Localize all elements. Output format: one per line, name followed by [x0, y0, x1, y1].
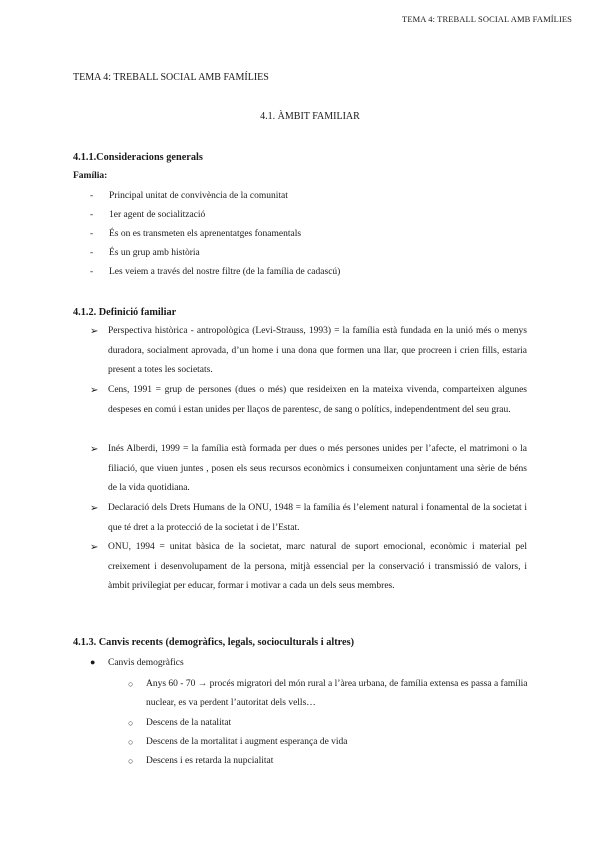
arrow-bullet-icon: ➢: [90, 503, 99, 514]
dash-bullet: -: [90, 191, 94, 201]
list-item: [90, 267, 340, 277]
circle-bullet-icon: ○: [128, 737, 134, 747]
definition-item: [90, 440, 527, 499]
dash-bullet: -: [90, 229, 94, 239]
heading-4-1-2: 4.1.2. Definició familiar: [73, 307, 177, 318]
definition-text: Declaració dels Drets Humans de la ONU, 1948 = la família és l’element natural i fonamental de la societat i que té dret a la protecció de la societat i de l’Estat.: [108, 503, 527, 533]
sub-list-text: Anys 60 - 70 → procés migratori del món rural a l’àrea urbana, de família extensa es passa a família nuclear, es va perdent l’autoritat dels vells…: [146, 679, 528, 708]
list-item: [90, 248, 200, 258]
arrow-bullet-icon: ➢: [90, 385, 99, 396]
sub-list-text: Descens de la mortalitat i augment esperança de vida: [146, 737, 348, 747]
circle-bullet-icon: ○: [128, 679, 134, 689]
list-item-text: Les veiem a través del nostre filtre (de la família de cadascú): [109, 267, 341, 277]
section-title: 4.1. ÀMBIT FAMILIAR: [260, 111, 360, 122]
definition-item: [90, 538, 527, 597]
dash-bullet: -: [90, 210, 94, 220]
familia-label: Família:: [73, 171, 108, 181]
dash-bullet: -: [90, 267, 94, 277]
sub-list-text: Descens i es retarda la nupcialitat: [146, 756, 274, 766]
sub-list-item: [128, 733, 528, 752]
sub-list-item: [128, 752, 528, 771]
heading-4-1-1: 4.1.1.Consideracions generals: [73, 152, 203, 163]
arrow-bullet-icon: ➢: [90, 542, 99, 553]
circle-bullet-icon: ○: [128, 756, 134, 766]
definition-item: [90, 322, 527, 381]
bullet-icon: ●: [90, 657, 96, 667]
list-item-text: 1er agent de socialització: [109, 210, 206, 220]
definition-item: [90, 499, 527, 538]
heading-4-1-3: 4.1.3. Canvis recents (demogràfics, legals, socioculturals i altres): [73, 637, 355, 648]
sub-list-item: [128, 675, 528, 713]
list-item-text: És on es transmeten els aprenentatges fonamentals: [109, 229, 302, 239]
list-item: [90, 210, 205, 220]
list-item-text: Principal unitat de convivència de la comunitat: [109, 191, 288, 201]
list-item-text: És un grup amb història: [109, 248, 200, 258]
arrow-bullet-icon: ➢: [90, 444, 99, 455]
sub-list-item: [128, 714, 528, 733]
dash-bullet: -: [90, 248, 94, 258]
document-title: TEMA 4: TREBALL SOCIAL AMB FAMÍLIES: [73, 72, 269, 83]
bullet-text: Canvis demogràfics: [108, 658, 184, 668]
definition-text: Perspectiva històrica - antropològica (Levi-Strauss, 1993) = la família està fundada en la unió més o menys duradora, socialment aprovada, d’un home i una dona que formen una llar, que procreen i crien fills, estaria present a totes les societats.: [108, 326, 527, 375]
arrow-bullet-icon: ➢: [90, 326, 99, 337]
definition-text: Inés Alberdi, 1999 = la família està formada per dues o més persones unides per l’afecte, el matrimoni o la filiació, que viuen juntes , posen els seus recursos econòmics i consumeixen conjuntament una sèrie de béns de la vida quotidiana.: [108, 444, 527, 493]
definition-item: [90, 381, 527, 420]
running-header: TEMA 4: TREBALL SOCIAL AMB FAMÍLIES: [402, 14, 572, 24]
definition-text: Cens, 1991 = grup de persones (dues o més) que resideixen en la mateixa vivenda, comparteixen algunes despeses en comú i estan unides per llaços de parentesc, de sang o polítics, independentment del seu grau.: [108, 385, 527, 415]
sub-list-text: Descens de la natalitat: [146, 718, 232, 728]
bullet-item: [90, 657, 184, 668]
circle-bullet-icon: ○: [128, 718, 134, 728]
list-item: [90, 191, 288, 201]
list-item: [90, 229, 301, 239]
definition-text: ONU, 1994 = unitat bàsica de la societat, marc natural de suport emocional, econòmic i material pel creixement i desenvolupament de la persona, mitjà essencial per la conservació i transmissió de valors, i àmbit privilegiat per educar, formar i motivar a cada un dels seus membres.: [108, 542, 527, 591]
